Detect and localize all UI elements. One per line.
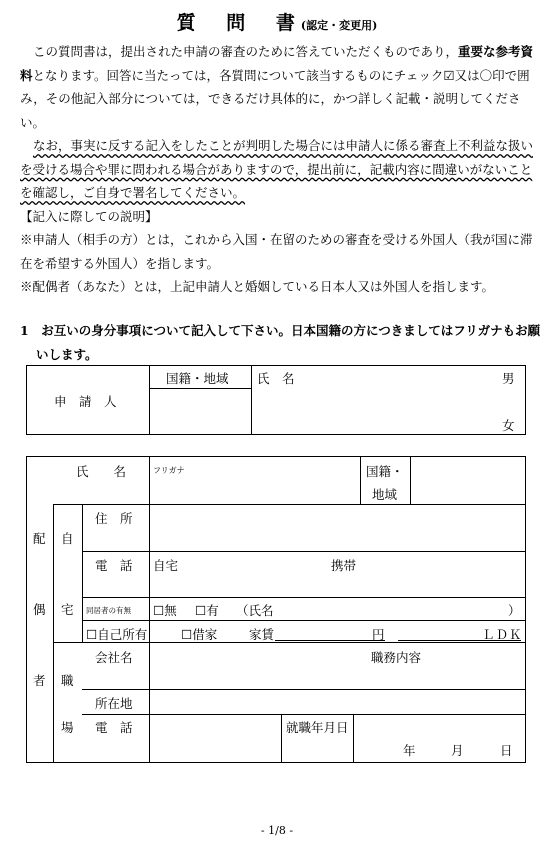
address-label: 住 所 <box>95 511 133 526</box>
male-option[interactable]: 男 <box>502 371 515 386</box>
hire-year-label: 年 <box>403 743 416 758</box>
spouse-nationality-field[interactable] <box>413 459 523 501</box>
cohabitant-none-checkbox[interactable]: ☐無 <box>153 603 177 618</box>
work-label-2: 場 <box>61 720 74 735</box>
rent-underline <box>275 640 385 641</box>
cohabitant-yes-checkbox[interactable]: ☐有 <box>195 603 219 618</box>
spouse-nationality-label-1: 国籍・ <box>366 464 404 479</box>
job-label: 職務内容 <box>371 650 422 665</box>
job-field[interactable] <box>360 664 520 686</box>
home-phone-text: 自宅 <box>153 558 179 573</box>
work-label-1: 職 <box>61 673 74 688</box>
address-field[interactable] <box>152 507 522 549</box>
yen-label: 円 <box>372 627 385 642</box>
work-phone-label: 電 話 <box>95 720 133 735</box>
spouse-name-field[interactable] <box>152 476 357 502</box>
company-label: 会社名 <box>95 650 133 665</box>
rent-label: 家賃 <box>249 627 275 642</box>
applicant-nationality-field[interactable] <box>152 391 248 431</box>
page-number: - 1/8 - <box>260 824 294 837</box>
spouse-label-2: 偶 <box>33 602 46 617</box>
rent-field[interactable] <box>280 623 368 639</box>
title-subtitle: (認定・変更用) <box>300 19 378 32</box>
location-field[interactable] <box>152 692 522 712</box>
furigana-label: フリガナ <box>153 466 185 475</box>
home-phone-label: 電 話 <box>95 558 133 573</box>
intro-paragraph <box>20 40 535 134</box>
female-option[interactable]: 女 <box>502 418 515 433</box>
ldk-label: ＬＤＫ <box>482 627 523 642</box>
intro-bold-text: 重要な参考資料 <box>20 44 534 83</box>
warning-text: なお，事実に反する記入をしたことが判明した場合には申請人に係る審査上不利益な扱いを受ける場合や罪に問われる場合がありますので，提出前に，記載内容に間違いがないことを確認し，ご自身で署名してください。 <box>20 138 534 200</box>
rented-checkbox[interactable]: ☐借家 <box>181 627 218 642</box>
cohabitant-name-field[interactable] <box>280 600 500 618</box>
location-label: 所在地 <box>95 696 133 711</box>
title-text: 質 問 書 <box>176 12 307 34</box>
warning-paragraph <box>20 134 535 205</box>
hire-date-field[interactable] <box>357 717 522 761</box>
applicant-nationality-label: 国籍・地域 <box>166 371 229 386</box>
mobile-phone-text: 携帯 <box>331 558 357 573</box>
home-label-1: 自 <box>61 531 74 546</box>
note-spouse: ※配偶者（あなた）とは，上記申請人と婚姻している日本人又は外国人を指します。 <box>20 279 495 294</box>
applicant-name-label: 氏 名 <box>257 371 295 386</box>
page-title <box>0 8 554 35</box>
owned-checkbox[interactable]: ☐自己所有 <box>86 627 148 642</box>
home-label-2: 宅 <box>61 602 74 617</box>
spouse-nationality-label-2: 地域 <box>372 487 398 502</box>
applicant-label: 申 請 人 <box>54 394 117 409</box>
cohabitant-label: 同居者の有無 <box>86 606 131 615</box>
company-field[interactable] <box>152 645 352 686</box>
work-phone-field[interactable] <box>152 717 278 761</box>
spouse-name-label: 氏 名 <box>76 464 127 479</box>
notes-heading: 【記入に際しての説明】 <box>20 209 158 224</box>
intro-text-1: この質問書は，提出された申請の審査のために答えていただくものであり， <box>33 44 459 59</box>
cohabitant-name-close: ） <box>508 603 521 618</box>
mobile-phone-field[interactable] <box>360 554 520 594</box>
hire-month-label: 月 <box>451 743 464 758</box>
intro-text-2: となります。回答に当たっては，各質問について該当するものにチェック☑又は〇印で囲み，その他記入部分については，できるだけ具体的に，かつ詳しく記載・説明してください。 <box>20 67 530 130</box>
spouse-label-3: 者 <box>33 673 46 688</box>
hire-day-label: 日 <box>500 743 513 758</box>
cohabitant-name-open: （氏名 <box>236 603 274 618</box>
section1-heading: 1 お互いの身分事項について記入して下さい。日本国籍の方につきましてはフリガナもお願いします。 <box>20 323 541 362</box>
note-applicant: ※申請人（相手の方）とは，これから入国・在留のための審査を受ける外国人（我が国に滞在を希望する外国人）を指します。 <box>20 232 533 271</box>
applicant-name-field[interactable] <box>300 369 495 409</box>
home-phone-field[interactable] <box>185 554 325 594</box>
hire-date-label: 就職年月日 <box>286 720 349 735</box>
spouse-label-1: 配 <box>33 531 46 546</box>
